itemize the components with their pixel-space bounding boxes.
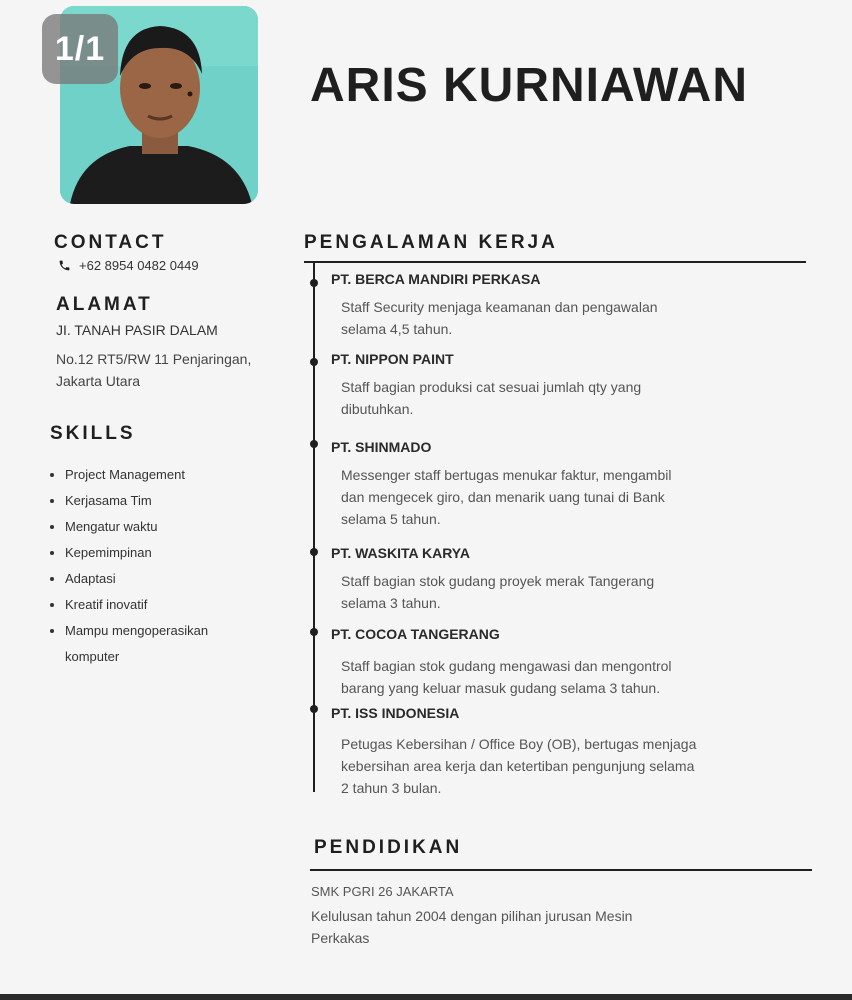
skill-item: Adaptasi xyxy=(50,566,250,592)
job-company: PT. ISS INDONESIA xyxy=(331,705,460,721)
job-description-line: dibutuhkan. xyxy=(341,401,414,417)
job-description xyxy=(341,570,761,614)
job-description-line: selama 3 tahun. xyxy=(341,595,441,611)
skills-list xyxy=(50,462,250,670)
skill-item: Mengatur waktu xyxy=(50,514,250,540)
education-school: SMK PGRI 26 JAKARTA xyxy=(311,884,454,899)
page-counter-badge: 1/1 xyxy=(42,14,118,84)
contact-heading: CONTACT xyxy=(54,232,167,253)
skill-item: Kepemimpinan xyxy=(50,540,250,566)
address-street: JI. TANAH PASIR DALAM xyxy=(56,322,218,338)
address-line-2: Jakarta Utara xyxy=(56,373,141,389)
timeline-dot xyxy=(310,705,318,713)
job-description-line: barang yang keluar masuk gudang selama 3 tahun. xyxy=(341,680,661,696)
address-lines xyxy=(56,348,296,392)
job-description-line: dan mengecek giro, dan menarik uang tunai di Bank xyxy=(341,489,665,505)
job-description xyxy=(341,655,761,699)
job-company: PT. COCOA TANGERANG xyxy=(331,626,500,642)
candidate-name: ARIS KURNIAWAN xyxy=(310,59,749,112)
job-description xyxy=(341,733,761,799)
job-company: PT. BERCA MANDIRI PERKASA xyxy=(331,271,541,287)
timeline-dot xyxy=(310,440,318,448)
bottom-bar xyxy=(0,994,852,1000)
education-description xyxy=(311,905,711,949)
experience-divider xyxy=(304,261,806,263)
job-description xyxy=(341,376,761,420)
job-description-line: Messenger staff bertugas menukar faktur, mengambil xyxy=(341,467,672,483)
education-description-line: Perkakas xyxy=(311,930,370,946)
experience-heading: PENGALAMAN KERJA xyxy=(304,232,558,253)
job-description-line: Staff bagian produksi cat sesuai jumlah qty yang xyxy=(341,379,642,395)
timeline-dot xyxy=(310,628,318,636)
education-heading: PENDIDIKAN xyxy=(314,837,463,858)
job-company: PT. WASKITA KARYA xyxy=(331,545,470,561)
job-description-line: 2 tahun 3 bulan. xyxy=(341,780,442,796)
timeline-dot xyxy=(310,548,318,556)
job-description-line: kebersihan area kerja dan ketertiban pengunjung selama xyxy=(341,758,695,774)
job-description-line: Staff bagian stok gudang proyek merak Tangerang xyxy=(341,573,655,589)
job-company: PT. NIPPON PAINT xyxy=(331,351,454,367)
address-line-1: No.12 RT5/RW 11 Penjaringan, xyxy=(56,351,252,367)
education-description-line: Kelulusan tahun 2004 dengan pilihan jurusan Mesin xyxy=(311,908,633,924)
timeline-dot xyxy=(310,358,318,366)
job-description-line: selama 5 tahun. xyxy=(341,511,441,527)
job-description-line: Staff Security menjaga keamanan dan pengawalan xyxy=(341,299,658,315)
job-description xyxy=(341,296,761,340)
job-company: PT. SHINMADO xyxy=(331,439,432,455)
phone-icon xyxy=(58,259,71,272)
phone-row xyxy=(58,258,199,273)
skill-item: Mampu mengoperasikan komputer xyxy=(50,618,250,670)
job-description-line: Staff bagian stok gudang mengawasi dan mengontrol xyxy=(341,658,672,674)
timeline-dot xyxy=(310,279,318,287)
address-heading: ALAMAT xyxy=(56,294,153,315)
skills-heading: SKILLS xyxy=(50,423,136,444)
job-description-line: Petugas Kebersihan / Office Boy (OB), bertugas menjaga xyxy=(341,736,697,752)
skill-item: Kerjasama Tim xyxy=(50,488,250,514)
job-description xyxy=(341,464,761,530)
education-divider xyxy=(310,869,812,871)
skill-item: Kreatif inovatif xyxy=(50,592,250,618)
phone-number: +62 8954 0482 0449 xyxy=(79,258,199,273)
job-description-line: selama 4,5 tahun. xyxy=(341,321,453,337)
skill-item: Project Management xyxy=(50,462,250,488)
